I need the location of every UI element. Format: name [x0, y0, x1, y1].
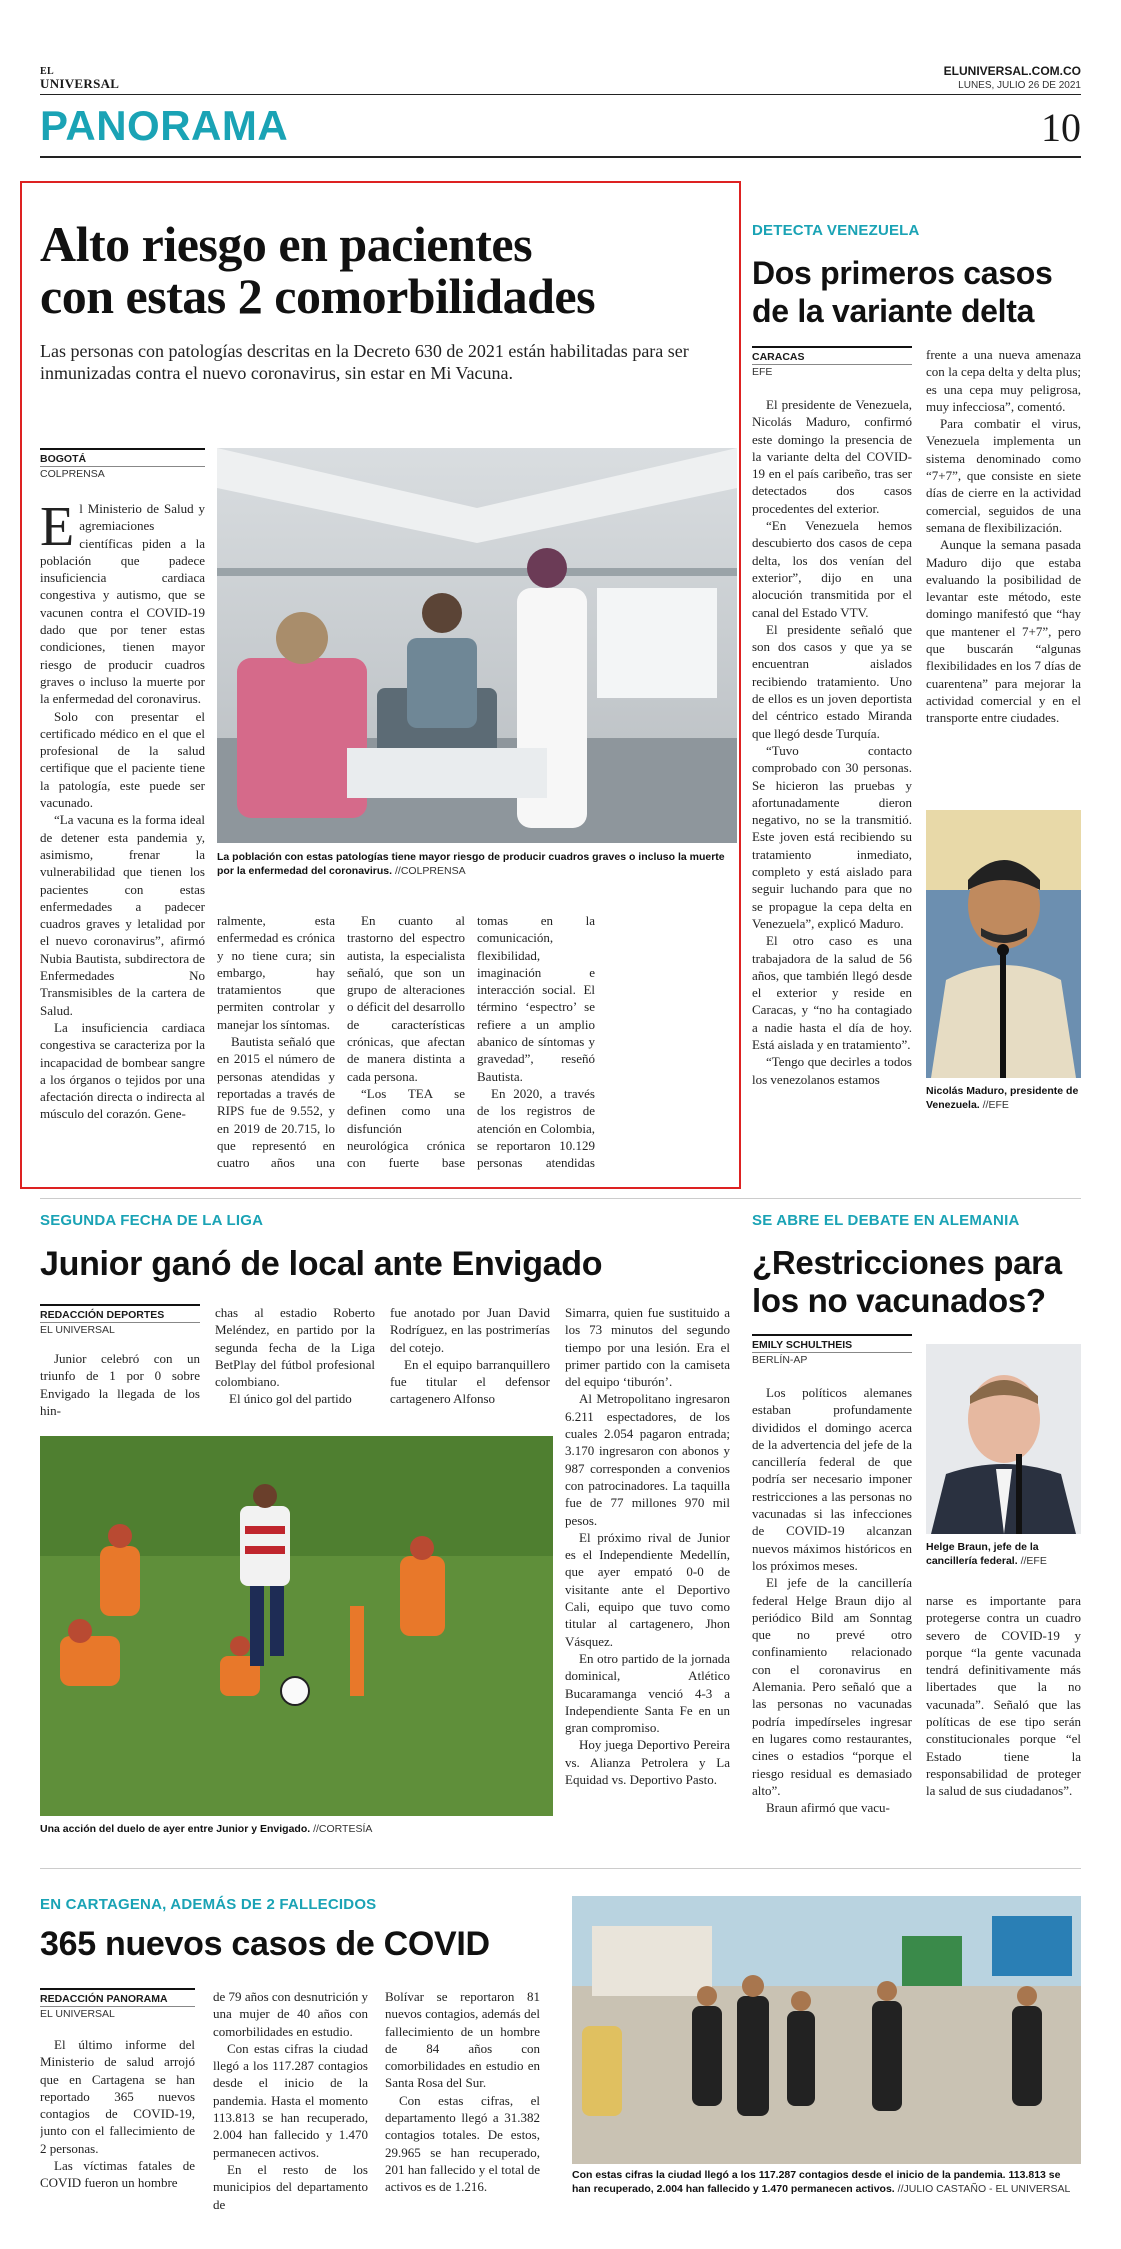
junior-column-4 — [565, 1304, 730, 1844]
caption-text: Una acción del duelo de ayer entre Junior y Envigado. — [40, 1823, 311, 1835]
logo-line-2: UNIVERSAL — [40, 76, 120, 91]
venezuela-column-1 — [752, 396, 912, 1186]
junior-photo — [40, 1436, 553, 1816]
venezuela-column-2 — [926, 346, 1081, 796]
section-divider — [40, 1868, 1081, 1869]
cartagena-column-3 — [385, 1988, 540, 2238]
main-photo-caption — [217, 850, 737, 878]
junior-column-1 — [40, 1350, 200, 1430]
alemania-headline — [752, 1244, 1082, 1320]
photo-credit: //JULIO CASTAÑO - EL UNIVERSAL — [897, 2183, 1071, 2195]
byline-place: EMILY SCHULTHEIS — [752, 1338, 912, 1353]
drop-cap: E — [40, 500, 75, 558]
paragraph: de 79 años con desnutrición y una mujer de 40 años con comorbilidades en estudio. — [213, 1989, 368, 2039]
caption-text: Helge Braun, jefe de la cancillería federal. — [926, 1541, 1039, 1567]
paragraph: El último informe del Ministerio de salud arrojó que en Cartagena se han reportado 365 nuevos contagios de COVID-19, junto con el fallecimiento de 2 personas. — [40, 2037, 195, 2156]
caption-text: La población con estas patologías tiene mayor riesgo de producir cuadros graves o incluso la muerte por la enfermedad del coronavirus. — [217, 851, 725, 877]
main-column-4 — [477, 912, 595, 1172]
alemania-byline — [752, 1334, 912, 1367]
paragraph: “La vacuna es la forma ideal de detener esta pandemia y, asimismo, frenar la vulnerabilidad que tienen los pacientes con estas enfermedades a padecer cuadros graves y letalidad por el nuevo coronavirus”, afirmó Nubia Bautista, subdirectora de Enfermedades No Transmisibles de la cartera de Salud. — [40, 812, 205, 1018]
main-headline-line-1: Alto riesgo en pacientes — [40, 216, 533, 272]
alemania-headline-line-1: ¿Restricciones para — [752, 1244, 1062, 1281]
venezuela-photo-caption — [926, 1084, 1081, 1112]
photo-credit: //CORTESÍA — [313, 1823, 373, 1835]
caption-text: Con estas cifras la ciudad llegó a los 117.287 contagios desde el inicio de la pandemia. 113.813 se han recuperado, 2.004 han fallecido y 1.470 permanecen activos. — [572, 2169, 1061, 2195]
venezuela-headline-line-2: de la variante delta — [752, 293, 1035, 329]
venezuela-headline-line-1: Dos primeros casos — [752, 255, 1053, 291]
venezuela-headline — [752, 254, 1082, 330]
page-number: 10 — [1041, 105, 1081, 150]
logo-line-1: EL — [40, 66, 54, 77]
main-deck: Las personas con patologías descritas en la Decreto 630 de 2021 están habilitadas para ser inmunizadas contra el nuevo coronavirus, sin estar en Mi Vacuna. — [40, 341, 689, 383]
byline-place: BOGOTÁ — [40, 452, 205, 467]
paragraph: La insuficiencia cardiaca congestiva se caracteriza por la incapacidad de bombear sangre a los órganos o tejidos por una afectación directa o indirecta al músculo del corazón. Gene- — [40, 1019, 205, 1122]
section-rule — [40, 156, 1081, 158]
alemania-column-2 — [926, 1592, 1081, 1842]
paragraph: En otro partido de la jornada dominical, Atlético Bucaramanga venció 4-3 a Independiente Santa Fe en un gran compromiso. — [565, 1650, 730, 1736]
junior-column-3 — [390, 1304, 550, 1424]
main-column-3 — [347, 912, 465, 1172]
paragraph: Solo con presentar el certificado médico en el que el profesional de la salud certifique que el paciente tiene la patología, este puede ser vacunado. — [40, 708, 205, 811]
paragraph: Junior celebró con un triunfo de 1 por 0 sobre Envigado la llegada de los hin- — [40, 1351, 200, 1418]
byline-agency: COLPRENSA — [40, 468, 105, 480]
byline-agency: EL UNIVERSAL — [40, 2008, 115, 2020]
street-crowd-image — [572, 1896, 1081, 2164]
alemania-photo — [926, 1344, 1081, 1534]
main-headline-line-2: con estas 2 comorbilidades — [40, 268, 596, 324]
photo-credit: //EFE — [982, 1099, 1009, 1111]
helge-braun-portrait-image — [926, 1344, 1081, 1534]
cartagena-column-1 — [40, 2036, 195, 2236]
cartagena-headline: 365 nuevos casos de COVID — [40, 1925, 490, 1963]
junior-byline — [40, 1304, 200, 1337]
paragraph: Aunque la semana pasada Maduro dijo que estaba evaluando la posibilidad de levantar este método, este domingo manifestó que “hay que mantener el 7+7”, pero que buscarán “algunas flexibilidades en los 7 días de cuarentena” para mejorar la actividad comercial y en el transporte entre ciudades. — [926, 537, 1081, 726]
paragraph: El otro caso es una trabajadora de la salud de 56 años, que también llegó desde el exterior y reside en Caracas, y “no ha contagiado a nadie hasta el día de hoy. Está aislada y en tratamiento”. — [752, 933, 912, 1052]
main-byline — [40, 448, 205, 481]
paragraph: “En Venezuela hemos descubierto dos casos de cepa delta, los dos venían del exterior”, dijo en una alocución transmitida por el canal del Estado VTV. — [752, 518, 912, 620]
paragraph: l Ministerio de Salud y agremiaciones científicas piden a la población que padece insuficiencia cardiaca congestiva y autismo, que se vacunen contra el COVID-19 dado que por tener estas condiciones, tienen mayor riesgo de producir cuadros graves o incluso la muerte por la enfermedad del coronavirus. — [40, 501, 205, 707]
paragraph: “Tuvo contacto comprobado con 30 personas. Se hicieron las pruebas y afortunadamente dieron negativo, no se la transmitió. Este joven está recibiendo su tratamiento inmediato, completo y está aislado para seguir luchando para que no se propague la cepa delta en Venezuela”, explicó Maduro. — [752, 742, 912, 931]
issue-date: LUNES, JULIO 26 DE 2021 — [958, 80, 1081, 91]
paragraph: frente a una nueva amenaza con la cepa delta y delta plus; es una cepa muy peligrosa, muy infecciosa”, comentó. — [926, 347, 1081, 414]
main-column-1 — [40, 500, 205, 1176]
paragraph: El próximo rival de Junior es el Independiente Medellín, que ayer empató 0-0 de visitante ante el Deportivo Cali, equipo que tuvo como titular al cartagenero, Jhon Vásquez. — [565, 1529, 730, 1649]
photo-credit: //COLPRENSA — [394, 865, 466, 877]
paragraph: Con estas cifras la ciudad llegó a los 117.287 contagios desde el inicio de la pandemia. Hasta el momento 113.813 se han recuperado, 2.004 han fallecido y 1.470 permanecen activos. — [213, 2040, 368, 2160]
alemania-column-1 — [752, 1384, 912, 1844]
venezuela-kicker: DETECTA VENEZUELA — [752, 222, 920, 239]
paragraph: En 2020, a través de los registros de atención en Colombia, se reportaron 10.129 personas atendidas — [477, 1085, 595, 1171]
caption-text: Nicolás Maduro, presidente de Venezuela. — [926, 1085, 1079, 1111]
header-rule — [40, 94, 1081, 95]
cartagena-kicker: EN CARTAGENA, ADEMÁS DE 2 FALLECIDOS — [40, 1896, 377, 1913]
cartagena-byline — [40, 1988, 195, 2021]
photo-credit: //EFE — [1020, 1555, 1047, 1567]
cartagena-photo-caption — [572, 2168, 1081, 2196]
byline-place: REDACCIÓN DEPORTES — [40, 1308, 200, 1323]
paragraph: En cuanto al trastorno del espectro autista, la especialista señaló, que son un grupo de alteraciones o déficit del desarrollo de características crónicas, que afectan de manera distinta a cada persona. — [347, 913, 465, 1084]
maduro-portrait-image — [926, 810, 1081, 1078]
newspaper-logo — [40, 66, 119, 90]
paragraph: fue anotado por Juan David Rodríguez, en las postrimerías del cotejo. — [390, 1305, 550, 1355]
cartagena-column-2 — [213, 1988, 368, 2238]
paragraph: Al Metropolitano ingresaron 6.211 espectadores, de los cuales 2.054 pagaron entrada; 3.170 ingresaron con abonos y 987 corresponden a convenios con patrocinadores. La taquilla fue de 77 millones 970 mil pesos. — [565, 1391, 730, 1528]
byline-agency: BERLÍN-AP — [752, 1354, 808, 1366]
paragraph: En el equipo barranquillero fue titular el defensor cartagenero Alfonso — [390, 1356, 550, 1407]
venezuela-photo — [926, 810, 1081, 1078]
paragraph: Bolívar se reportaron 81 nuevos contagios, además del fallecimiento de un hombre de 84 años con comorbilidades en estudio en Santa Rosa del Sur. — [385, 1989, 540, 2091]
football-match-image — [40, 1436, 553, 1816]
byline-agency: EFE — [752, 366, 773, 378]
junior-photo-caption — [40, 1822, 553, 1836]
paragraph: Hoy juega Deportivo Pereira vs. Alianza Petrolera y La Equidad vs. Deportivo Pasto. — [565, 1737, 730, 1788]
paragraph: Simarra, quien fue sustituido a los 73 minutos del segundo tiempo por una lesión. Era el primer partido con la camiseta del equipo ‘tiburón’. — [565, 1305, 730, 1390]
junior-headline: Junior ganó de local ante Envigado — [40, 1245, 603, 1283]
main-headline — [40, 218, 730, 322]
paragraph: tomas en la comunicación, flexibilidad, imaginación e interacción social. El término ‘espectro’ se refiere a un amplio abanico de síntomas y gravedad”, reseñó Bautista. — [477, 913, 595, 1084]
paragraph: Los políticos alemanes estaban profundamente divididos el domingo acerca de la advertencia del jefe de la cancillería federal de que podría ser necesario imponer restricciones a las personas no vacunadas si las infecciones de COVID-19 alcanzan nuevos máximos históricos en los próximos meses. — [752, 1385, 912, 1573]
paragraph: narse es importante para protegerse contra un cuadro severo de COVID-19 y porque “la gente vacunada tendrá definitivamente más libertades que la no vacunada”. Señaló que las políticas de ese tipo serán constitucionales porque “el Estado tiene la responsabilidad de proteger la salud de sus ciudadanos”. — [926, 1593, 1081, 1799]
paragraph: El presidente de Venezuela, Nicolás Maduro, confirmó este domingo la presencia de la variante delta del COVID-19 en el país caribeño, tras ser detectados dos casos procedentes del exterior. — [752, 397, 912, 516]
site-url[interactable]: ELUNIVERSAL.COM.CO — [943, 64, 1081, 78]
cartagena-photo — [572, 1896, 1081, 2164]
paragraph: ralmente, esta enfermedad es crónica y no tiene cura; sin embargo, hay tratamientos que permiten controlar y manejar los síntomas. — [217, 913, 335, 1032]
alemania-headline-line-2: los no vacunados? — [752, 1282, 1046, 1319]
alemania-kicker: SE ABRE EL DEBATE EN ALEMANIA — [752, 1212, 1020, 1229]
paragraph: “Tengo que decirles a todos los venezolanos estamos — [752, 1054, 912, 1087]
paragraph: El presidente señaló que son dos casos y que ya se encuentran aislados recibiendo tratamiento. Uno de ellos es un joven deportista del céntrico estado Miranda que llegó desde Turquía. — [752, 621, 912, 741]
section-divider — [40, 1198, 1081, 1199]
paragraph: El jefe de la cancillería federal Helge Braun dijo al periódico Bild am Sonntag que no prevé otro confinamiento relacionado con el coronavirus en Alemania. Pero señaló que a las personas no vacunadas podría impedírseles ingresar en lugares como restaurantes, cines o estadios “porque el riesgo residual es demasiado alto”. — [752, 1575, 912, 1798]
paragraph: Con estas cifras, el departamento llegó a 31.382 contagios totales. De estos, 29.965 se han recuperado, 201 han fallecido y el total de activos es de 1.216. — [385, 2092, 540, 2195]
junior-column-2 — [215, 1304, 375, 1424]
byline-agency: EL UNIVERSAL — [40, 1324, 115, 1336]
paragraph: Las víctimas fatales de COVID fueron un hombre — [40, 2158, 195, 2191]
section-title: PANORAMA — [40, 102, 289, 149]
main-column-2 — [217, 912, 335, 1172]
junior-kicker: SEGUNDA FECHA DE LA LIGA — [40, 1212, 264, 1229]
alemania-photo-caption — [926, 1540, 1081, 1568]
paragraph: chas al estadio Roberto Meléndez, en partido por la segunda fecha de la Liga BetPlay del fútbol profesional colombiano. — [215, 1305, 375, 1390]
venezuela-byline — [752, 346, 912, 379]
paragraph: Braun afirmó que vacu- — [766, 1800, 890, 1816]
paragraph: En el resto de los municipios del departamento de — [213, 2161, 368, 2212]
byline-place: REDACCIÓN PANORAMA — [40, 1992, 195, 2007]
byline-place: CARACAS — [752, 350, 912, 365]
paragraph: Para combatir el virus, Venezuela implementa un sistema denominado como “7+7”, que consiste en siete días de cierre en la actividad comercial, seguidos de una semana de flexibilización. — [926, 416, 1081, 535]
paragraph: “Los TEA se definen como una disfunción neurológica crónica con fuerte base — [347, 1085, 465, 1171]
paragraph: El único gol del partido — [229, 1391, 352, 1407]
main-photo — [217, 448, 737, 843]
paragraph: Bautista señaló que en 2015 el número de personas atendidas y reportadas a través de RIPS fue de 9.552, y en 2019 de 20.715, lo que representó en cuatro años una — [217, 1034, 335, 1171]
hospital-tent-image — [217, 448, 737, 843]
